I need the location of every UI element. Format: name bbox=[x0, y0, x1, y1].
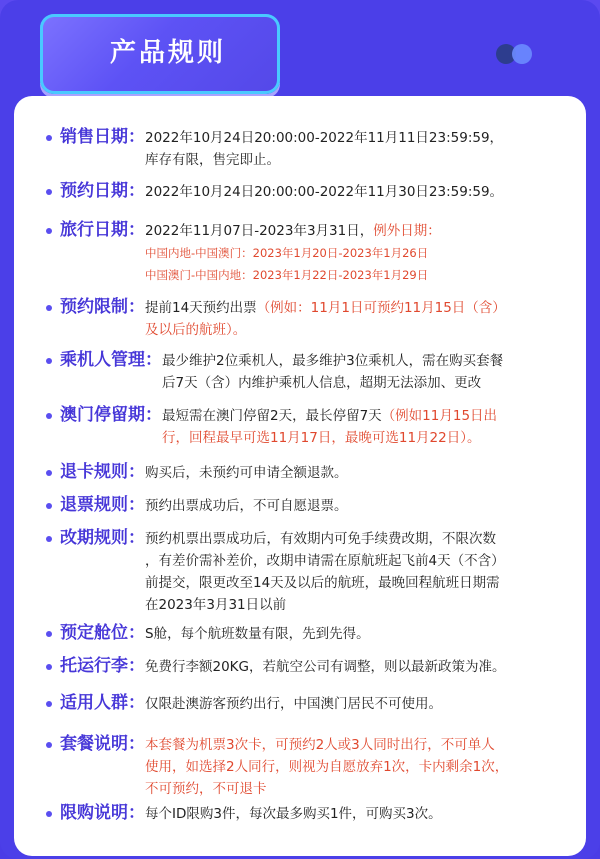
rule-sales-date bbox=[46, 126, 503, 171]
rule-content: 每个ID限购3件，每次最多购买1件，可购买3次。 bbox=[145, 806, 442, 822]
rule-content: 仅限赴澳游客预约出行，中国澳门居民不可使用。 bbox=[145, 696, 442, 712]
bullet-icon bbox=[46, 701, 52, 707]
rule-content: 本套餐为机票3次卡，可预约2人或3人同时出行，不可单人 使用，如选择2人同行，则视为自愿放弃1次，卡内剩余1次， 不可预约，不可退卡 bbox=[145, 737, 509, 797]
rule-cabin-class bbox=[46, 622, 370, 645]
bullet-icon bbox=[46, 189, 52, 195]
rule-label: 托运行李： bbox=[60, 656, 145, 676]
rule-label: 销售日期： bbox=[60, 127, 145, 147]
page-title: 产品规则 bbox=[110, 38, 227, 68]
rule-label: 预约日期： bbox=[60, 181, 145, 201]
rule-purchase-limit bbox=[46, 802, 442, 825]
bullet-icon bbox=[46, 358, 52, 364]
bullet-icon bbox=[46, 228, 52, 234]
bullet-icon bbox=[46, 664, 52, 670]
bullet-icon bbox=[46, 470, 52, 476]
bullet-icon bbox=[46, 631, 52, 637]
rule-content: S舱，每个航班数量有限，先到先得。 bbox=[145, 626, 370, 642]
bullet-icon bbox=[46, 811, 52, 817]
rule-booking-limit bbox=[46, 296, 506, 341]
rule-label: 澳门停留期： bbox=[60, 405, 162, 425]
bullet-icon bbox=[46, 135, 52, 141]
rule-ticket-refund bbox=[46, 494, 348, 517]
rule-label: 退票规则： bbox=[60, 495, 145, 515]
rule-label: 退卡规则： bbox=[60, 462, 145, 482]
rule-content: 最少维护2位乘机人，最多维护3位乘机人，需在购买套餐 后7天（含）内维护乘机人信息，超期无法添加、更改 bbox=[162, 353, 504, 391]
rule-label: 适用人群： bbox=[60, 693, 145, 713]
rule-travel-date bbox=[46, 219, 441, 286]
bullet-icon bbox=[46, 305, 52, 311]
bullet-icon bbox=[46, 536, 52, 542]
rule-content: 购买后，未预约可申请全额退款。 bbox=[145, 465, 348, 481]
rule-macau-stay bbox=[46, 404, 497, 449]
bullet-icon bbox=[46, 503, 52, 509]
rule-checked-baggage bbox=[46, 655, 506, 678]
rule-label: 乘机人管理： bbox=[60, 350, 162, 370]
rule-label: 限购说明： bbox=[60, 803, 145, 823]
rule-content: 2022年10月24日20:00:00-2022年11月30日23:59:59。 bbox=[145, 184, 504, 200]
rule-passenger-management bbox=[46, 349, 503, 394]
bullet-icon bbox=[46, 742, 52, 748]
rule-booking-date bbox=[46, 180, 503, 203]
rule-content: 免费行李额20KG，若航空公司有调整，则以最新政策为准。 bbox=[145, 659, 506, 675]
rule-label: 旅行日期： bbox=[60, 220, 145, 240]
rule-content: 提前14天预约出票（例如：11月1日可预约11月15日（含） 及以后的航班）。 bbox=[145, 300, 506, 338]
rule-content: 预约出票成功后，不可自愿退票。 bbox=[145, 498, 348, 514]
rule-content: 2022年10月24日20:00:00-2022年11月11日23:59:59， 库存有限，售完即止。 bbox=[145, 130, 504, 168]
rule-label: 套餐说明： bbox=[60, 734, 145, 754]
rule-package-description bbox=[46, 733, 508, 800]
rule-eligible-users bbox=[46, 692, 442, 715]
rule-content: 2022年11月07日-2023年3月31日，例外日期： 中国内地-中国澳门：2023年1月20日-2023年1月26日 中国澳门-中国内地：2023年1月22日-2023年1月29日 bbox=[145, 223, 441, 282]
rule-rescheduling bbox=[46, 527, 505, 616]
rule-label: 预约限制： bbox=[60, 297, 145, 317]
rule-content: 最短需在澳门停留2天，最长停留7天（例如11月15日出 行，回程最早可选11月17日，最晚可选11月22日）。 bbox=[162, 408, 498, 446]
decor-dots-icon bbox=[496, 44, 540, 64]
bullet-icon bbox=[46, 413, 52, 419]
rule-label: 改期规则： bbox=[60, 528, 145, 548]
rule-card-refund bbox=[46, 461, 348, 484]
rule-label: 预定舱位： bbox=[60, 623, 145, 643]
rule-content: 预约机票出票成功后，有效期内可免手续费改期，不限次数 ，有差价需补差价，改期申请需在原航班起飞前4天（不含） 前提交，限更改至14天及以后的航班，最晚回程航班日期需 在2023年3月31日以前 bbox=[145, 531, 505, 613]
